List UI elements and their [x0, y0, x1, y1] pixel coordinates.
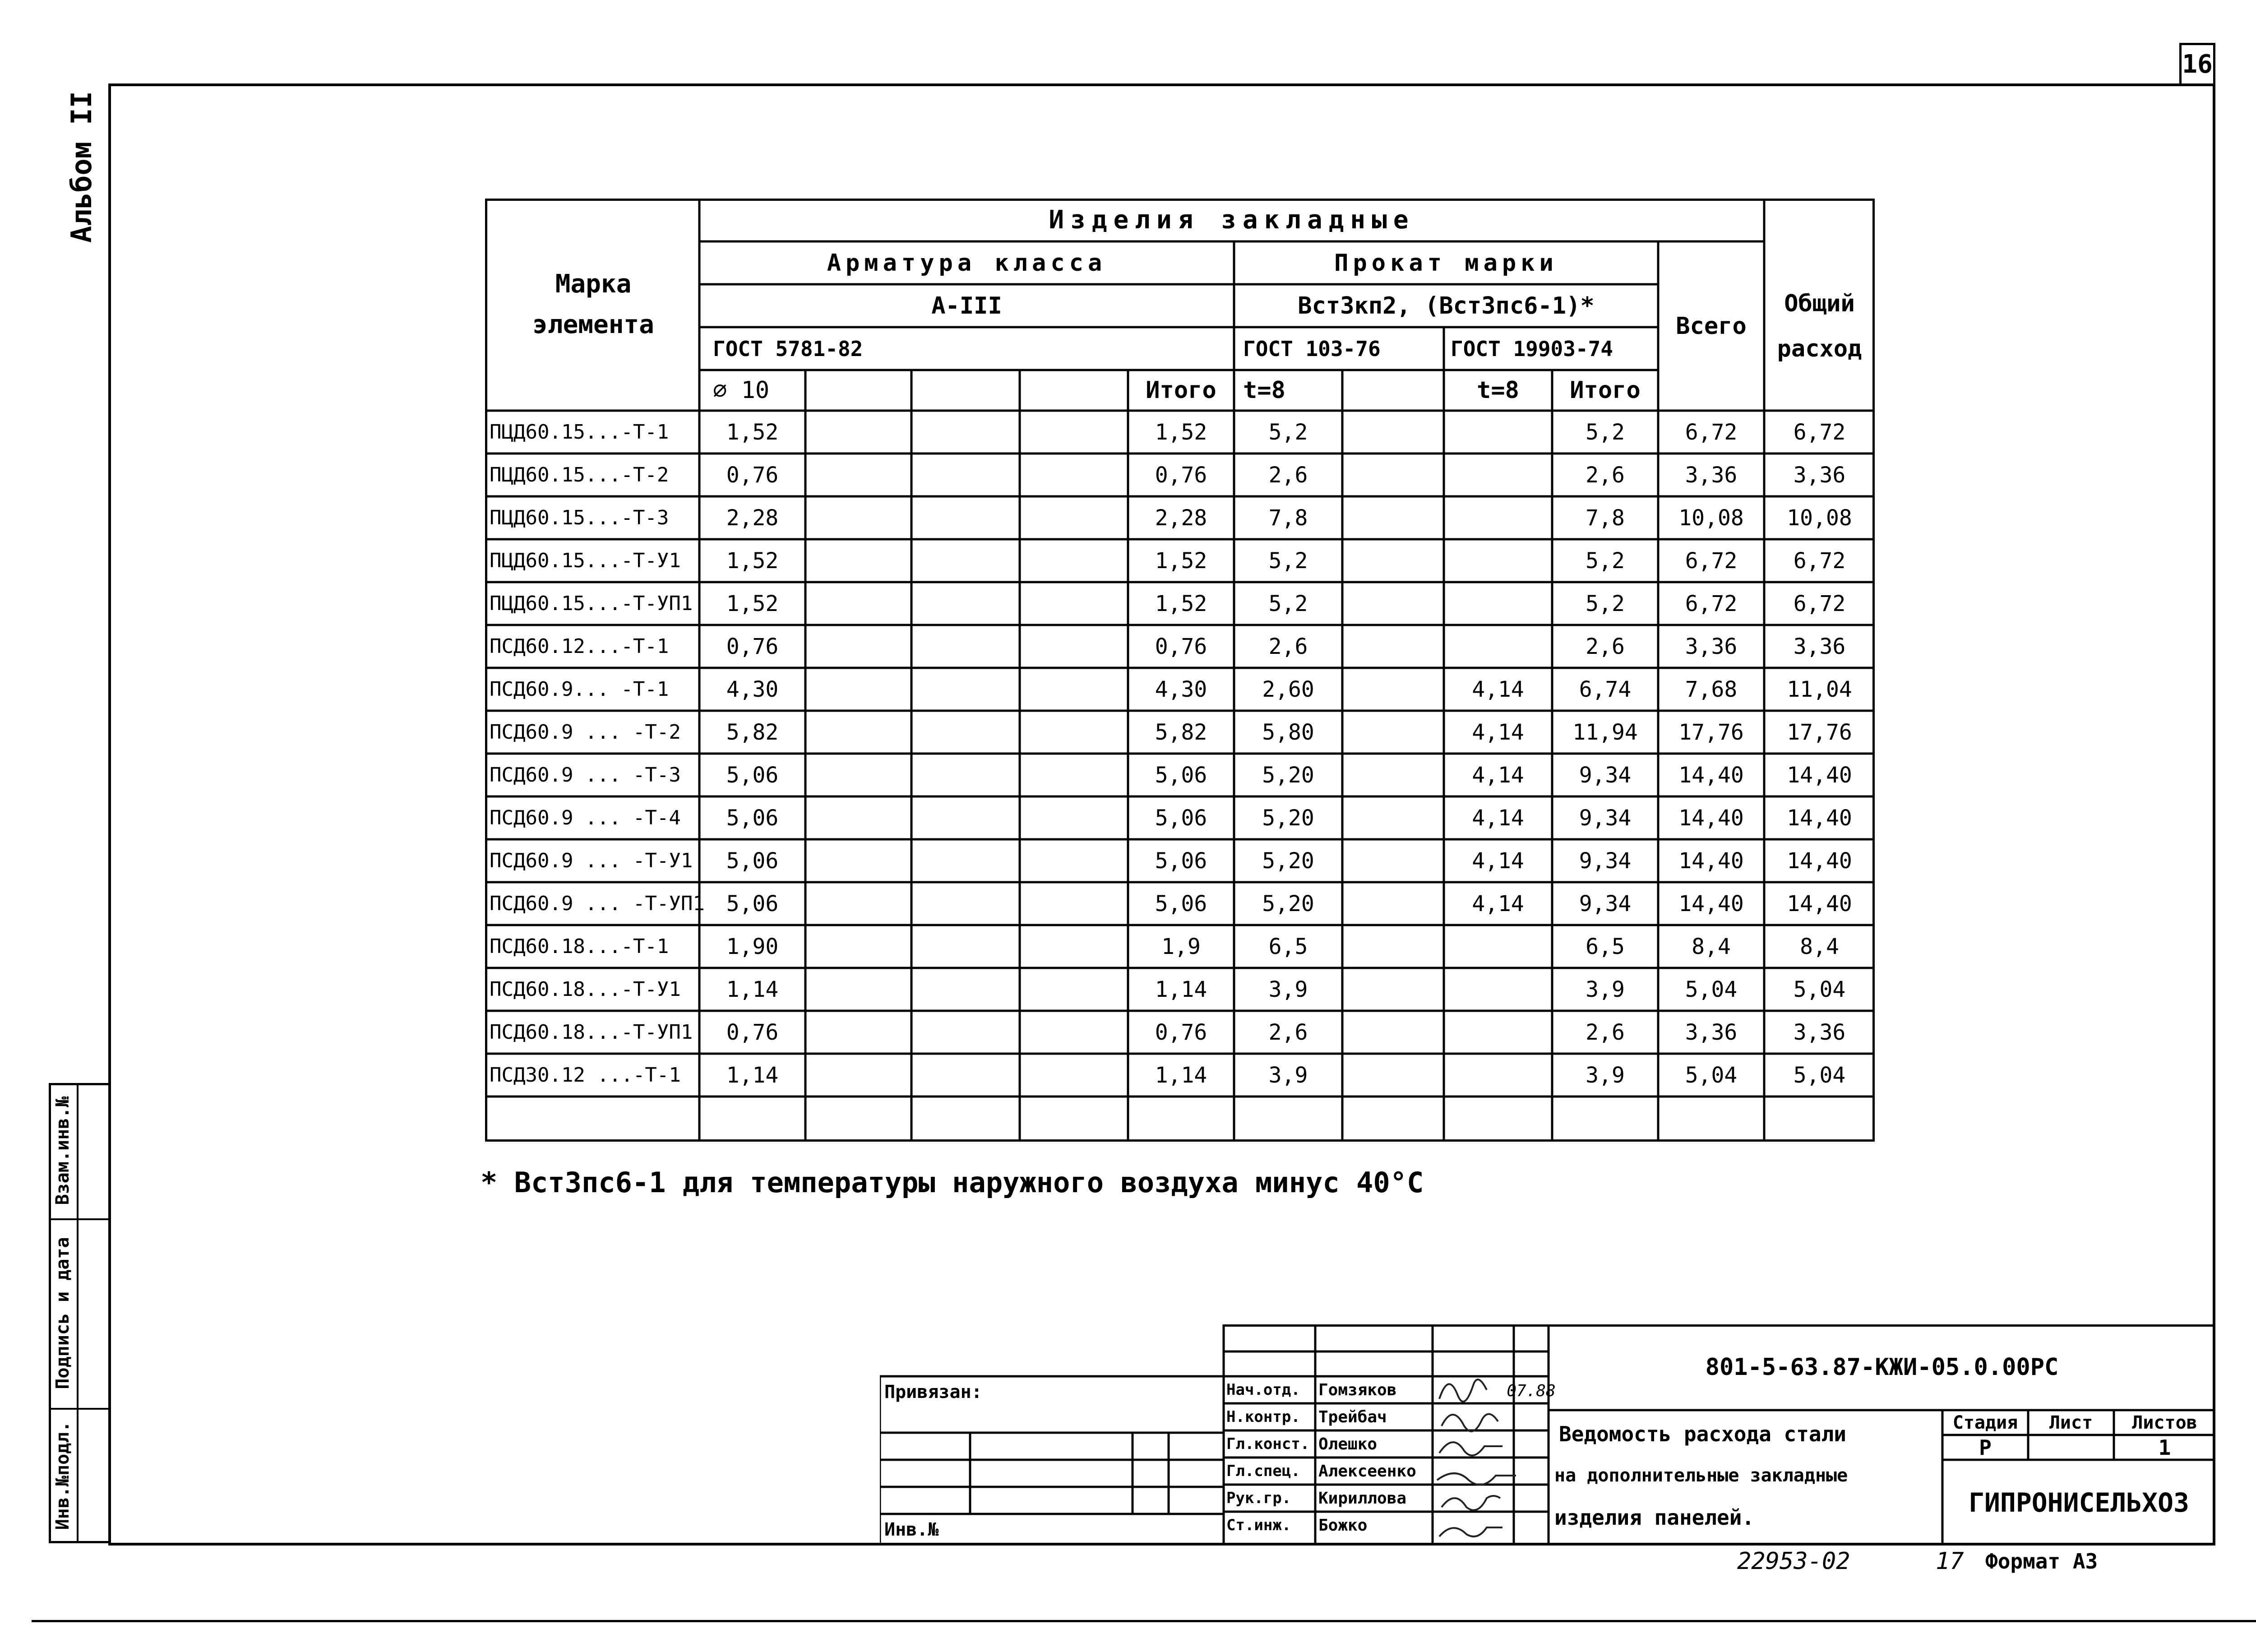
- cell-ptot: 2,6: [1586, 462, 1625, 488]
- cell-a10: 0,76: [726, 1019, 779, 1045]
- cell-p1: 5,2: [1268, 419, 1308, 445]
- table-row: [485, 1011, 1875, 1054]
- cell-p1: 5,20: [1262, 891, 1314, 916]
- cell-mark: ПСД60.9... -Т-1: [490, 678, 669, 701]
- cell-total: 3,36: [1793, 1019, 1846, 1045]
- cell-p1: 3,9: [1268, 976, 1308, 1002]
- document-code: 801-5-63.87-КЖИ-05.0.00РС: [1705, 1354, 2059, 1381]
- cell-p1: 6,5: [1268, 934, 1308, 959]
- cell-p2: 4,14: [1472, 848, 1524, 874]
- cell-p2: 4,14: [1472, 676, 1524, 702]
- table-footnote: * Вст3пс6-1 для температуры наружного воздуха минус 40°С: [481, 1166, 1424, 1199]
- cell-atot: 1,52: [1155, 591, 1207, 616]
- cell-mark: ПСД60.9 ... -Т-УП1: [490, 892, 705, 915]
- header-rolled: Прокат марки: [1334, 249, 1558, 277]
- cell-mark: ПСД60.9 ... -Т-3: [490, 764, 681, 787]
- header-rebar-class: Арматура класса: [827, 249, 1107, 277]
- signature-bozhko: [1439, 1527, 1502, 1536]
- copy-number: 17: [1936, 1548, 1964, 1575]
- cell-atot: 1,9: [1161, 934, 1201, 959]
- organization-name: ГИПРОНИСЕЛЬХОЗ: [1969, 1487, 2189, 1518]
- cell-atot: 1,14: [1155, 976, 1207, 1002]
- cell-p2: 4,14: [1472, 805, 1524, 831]
- cell-ptot: 3,9: [1586, 1062, 1625, 1088]
- cell-p2: [1444, 496, 1552, 539]
- role-label: Нач.отд.: [1226, 1381, 1300, 1399]
- sheets-value: 1: [2158, 1435, 2171, 1460]
- cell-all: 3,36: [1685, 462, 1738, 488]
- sheet-value: [2028, 1435, 2114, 1460]
- table-row: [485, 968, 1875, 1011]
- cell-a10: 0,76: [726, 462, 779, 488]
- cell-p1: 3,9: [1268, 1062, 1308, 1088]
- header-rolled-t1: t=8: [1243, 377, 1285, 404]
- cell-all: 6,72: [1685, 419, 1738, 445]
- title-line-2: на дополнительные закладные: [1554, 1465, 1848, 1486]
- page-number: 16: [2182, 50, 2213, 79]
- cell-mark: ПСД60.9 ... -Т-2: [490, 721, 681, 744]
- sheets-label: Листов: [2132, 1412, 2197, 1433]
- cell-p2: [1444, 1054, 1552, 1097]
- cell-total: 14,40: [1787, 848, 1852, 874]
- cell-atot: 4,30: [1155, 676, 1207, 702]
- cell-p1: 2,6: [1268, 634, 1308, 659]
- cell-ptot: 2,6: [1586, 1019, 1625, 1045]
- cell-ptot: 5,2: [1586, 419, 1625, 445]
- cell-atot: 0,76: [1155, 634, 1207, 659]
- cell-p1: 2,6: [1268, 462, 1308, 488]
- cell-total: 14,40: [1787, 805, 1852, 831]
- cell-mark: ПСД60.9 ... -Т-У1: [490, 849, 693, 872]
- cell-all: 10,08: [1678, 505, 1744, 531]
- header-rolled-gost1: ГОСТ 103-76: [1243, 336, 1381, 361]
- role-label: Ст.инж.: [1226, 1516, 1291, 1534]
- cell-total: 6,72: [1793, 548, 1846, 574]
- cell-atot: 0,76: [1155, 1019, 1207, 1045]
- role-person: Божко: [1318, 1516, 1368, 1535]
- role-person: Гомзяков: [1318, 1380, 1397, 1399]
- cell-mark: ПСД60.9 ... -Т-4: [490, 806, 681, 829]
- cell-p2: 4,14: [1472, 891, 1524, 916]
- cell-total: 10,08: [1787, 505, 1852, 531]
- header-rolled-grade: Вст3кп2, (Вст3пс6-1)*: [1298, 292, 1595, 319]
- cell-p1: 5,20: [1262, 762, 1314, 788]
- cell-total: 6,72: [1793, 591, 1846, 616]
- cell-p2: [1444, 625, 1552, 668]
- cell-ptot: 5,2: [1586, 548, 1625, 574]
- cell-mark: ПЦД60.15...-Т-УП1: [490, 592, 693, 615]
- cell-mark: ПСД60.18...-Т-1: [490, 935, 669, 958]
- header-embedded: Изделия закладные: [1049, 205, 1415, 235]
- cell-mark: ПЦД60.15...-Т-1: [490, 421, 669, 444]
- header-rebar-dia: ⌀ 10: [713, 377, 770, 404]
- cell-p2: [1444, 453, 1552, 496]
- cell-a10: 4,30: [726, 676, 779, 702]
- cell-all: 5,04: [1685, 976, 1738, 1002]
- cell-p1: 5,20: [1262, 848, 1314, 874]
- cell-p2: [1444, 539, 1552, 582]
- cell-all: 14,40: [1678, 805, 1744, 831]
- sheet-label: Лист: [2049, 1412, 2093, 1433]
- stage-value: Р: [1979, 1435, 1992, 1460]
- header-rebar-grade: A-III: [931, 292, 1002, 319]
- header-rebar-gost: ГОСТ 5781-82: [713, 336, 863, 361]
- signature-oleshko: [1439, 1442, 1502, 1455]
- archive-number: 22953-02: [1737, 1548, 1850, 1575]
- cell-total: 14,40: [1787, 891, 1852, 916]
- cell-mark: ПСД60.12...-Т-1: [490, 635, 669, 658]
- bottom-rule: [32, 1620, 2256, 1622]
- cell-atot: 0,76: [1155, 462, 1207, 488]
- title-line-1: Ведомость расхода стали: [1559, 1421, 1846, 1446]
- cell-all: 5,04: [1685, 1062, 1738, 1088]
- cell-p2: [1444, 582, 1552, 625]
- signature-gomzyakov: [1439, 1379, 1487, 1402]
- cell-all: 6,72: [1685, 591, 1738, 616]
- cell-total: 5,04: [1793, 976, 1846, 1002]
- cell-a10: 1,52: [726, 591, 779, 616]
- sheet-format: Формат А3: [1985, 1549, 2098, 1573]
- role-person: Олешко: [1318, 1435, 1378, 1453]
- side-stamp-inv-orig: Инв.№подл.: [52, 1421, 73, 1530]
- title-line-3: изделия панелей.: [1554, 1505, 1755, 1530]
- title-block: [880, 1324, 2215, 1546]
- cell-mark: ПЦД60.15...-Т-2: [490, 463, 669, 486]
- cell-all: 14,40: [1678, 891, 1744, 916]
- side-stamp-divider: [77, 1083, 79, 1543]
- table-row: [485, 411, 1875, 453]
- cell-ptot: 9,34: [1579, 891, 1632, 916]
- role-label: Н.контр.: [1226, 1408, 1300, 1426]
- cell-all: 8,4: [1692, 934, 1731, 959]
- cell-a10: 5,82: [726, 719, 779, 745]
- cell-ptot: 6,5: [1586, 934, 1625, 959]
- cell-p2: [1444, 411, 1552, 453]
- cell-all: 17,76: [1678, 719, 1744, 745]
- role-label: Рук.гр.: [1226, 1489, 1291, 1507]
- cell-p2: [1444, 1011, 1552, 1054]
- cell-a10: 5,06: [726, 848, 779, 874]
- cell-a10: 1,90: [726, 934, 779, 959]
- cell-p1: 2,6: [1268, 1019, 1308, 1045]
- cell-total: 8,4: [1800, 934, 1839, 959]
- cell-p1: 5,20: [1262, 805, 1314, 831]
- cell-ptot: 9,34: [1579, 848, 1632, 874]
- header-rolled-t2: t=8: [1477, 377, 1519, 404]
- cell-ptot: 2,6: [1586, 634, 1625, 659]
- side-stamp-signature-date: Подпись и дата: [52, 1237, 73, 1389]
- cell-a10: 1,14: [726, 976, 779, 1002]
- side-stamp-inv-replace: Взам.инв.№: [52, 1096, 73, 1205]
- table-row: [485, 539, 1875, 582]
- cell-atot: 5,06: [1155, 762, 1207, 788]
- header-rolled-total: Итого: [1570, 377, 1641, 404]
- role-label: Гл.спец.: [1226, 1462, 1300, 1480]
- cell-a10: 5,06: [726, 805, 779, 831]
- header-rebar-total: Итого: [1146, 377, 1216, 404]
- table-row: [485, 582, 1875, 625]
- table-row: [485, 796, 1875, 839]
- table-row: [485, 1054, 1875, 1097]
- cell-all: 3,36: [1685, 634, 1738, 659]
- cell-atot: 2,28: [1155, 505, 1207, 531]
- cell-p2: [1444, 925, 1552, 968]
- inv-label: Инв.№: [884, 1519, 939, 1540]
- table-row: [485, 882, 1875, 925]
- cell-all: 14,40: [1678, 848, 1744, 874]
- cell-mark: ПСД60.18...-Т-УП1: [490, 1021, 693, 1044]
- cell-total: 17,76: [1787, 719, 1852, 745]
- header-rolled-gost2: ГОСТ 19903-74: [1451, 336, 1613, 361]
- cell-total: 5,04: [1793, 1062, 1846, 1088]
- role-label: Гл.конст.: [1226, 1435, 1310, 1453]
- header-consumption: Общий расход: [1777, 290, 1862, 362]
- cell-p2: 4,14: [1472, 719, 1524, 745]
- cell-p1: 5,2: [1268, 548, 1308, 574]
- cell-a10: 5,06: [726, 762, 779, 788]
- cell-atot: 5,06: [1155, 891, 1207, 916]
- privyazan-label: Привязан:: [884, 1382, 982, 1402]
- cell-ptot: 6,74: [1579, 676, 1632, 702]
- cell-total: 3,36: [1793, 462, 1846, 488]
- cell-total: 3,36: [1793, 634, 1846, 659]
- cell-atot: 5,06: [1155, 848, 1207, 874]
- cell-p1: 5,2: [1268, 591, 1308, 616]
- signature-kirillova: [1442, 1496, 1500, 1510]
- header-mark: Марка элемента: [532, 269, 654, 339]
- cell-mark: ПЦД60.15...-Т-3: [490, 506, 669, 529]
- role-person: Алексеенко: [1318, 1462, 1416, 1481]
- table-row: [485, 625, 1875, 668]
- cell-all: 14,40: [1678, 762, 1744, 788]
- steel-table: [485, 199, 1875, 1142]
- table-row: [485, 496, 1875, 539]
- cell-a10: 1,52: [726, 548, 779, 574]
- table-row: [485, 453, 1875, 496]
- table-row: [485, 711, 1875, 754]
- cell-a10: 5,06: [726, 891, 779, 916]
- table-row: [485, 925, 1875, 968]
- cell-ptot: 9,34: [1579, 805, 1632, 831]
- cell-ptot: 9,34: [1579, 762, 1632, 788]
- cell-p1: 5,80: [1262, 719, 1314, 745]
- cell-total: 14,40: [1787, 762, 1852, 788]
- cell-atot: 1,14: [1155, 1062, 1207, 1088]
- table-row: [485, 839, 1875, 882]
- cell-atot: 1,52: [1155, 548, 1207, 574]
- cell-p1: 7,8: [1268, 505, 1308, 531]
- cell-atot: 5,82: [1155, 719, 1207, 745]
- album-label: Альбом II: [65, 91, 98, 243]
- approval-date: 07.88: [1507, 1382, 1556, 1400]
- cell-atot: 5,06: [1155, 805, 1207, 831]
- cell-total: 11,04: [1787, 676, 1852, 702]
- stage-label: Стадия: [1952, 1412, 2018, 1433]
- cell-atot: 1,52: [1155, 419, 1207, 445]
- table-body: [485, 411, 1875, 1097]
- cell-p1: 2,60: [1262, 676, 1314, 702]
- cell-a10: 2,28: [726, 505, 779, 531]
- cell-total: 6,72: [1793, 419, 1846, 445]
- signature-alekseenko: [1437, 1473, 1516, 1485]
- cell-all: 3,36: [1685, 1019, 1738, 1045]
- cell-a10: 0,76: [726, 634, 779, 659]
- cell-p2: 4,14: [1472, 762, 1524, 788]
- cell-a10: 1,52: [726, 419, 779, 445]
- signature-treybach: [1442, 1414, 1498, 1431]
- cell-ptot: 7,8: [1586, 505, 1625, 531]
- cell-mark: ПСД30.12 ...-Т-1: [490, 1064, 681, 1087]
- cell-p2: [1444, 968, 1552, 1011]
- header-all: Всего: [1676, 312, 1747, 340]
- cell-mark: ПСД60.18...-Т-У1: [490, 978, 681, 1001]
- table-row: [485, 668, 1875, 711]
- cell-ptot: 3,9: [1586, 976, 1625, 1002]
- role-person: Кириллова: [1318, 1489, 1407, 1508]
- role-person: Трейбач: [1318, 1407, 1387, 1426]
- cell-all: 6,72: [1685, 548, 1738, 574]
- cell-ptot: 11,94: [1572, 719, 1638, 745]
- cell-mark: ПЦД60.15...-Т-У1: [490, 549, 681, 572]
- cell-all: 7,68: [1685, 676, 1738, 702]
- cell-ptot: 5,2: [1586, 591, 1625, 616]
- cell-a10: 1,14: [726, 1062, 779, 1088]
- table-row: [485, 754, 1875, 796]
